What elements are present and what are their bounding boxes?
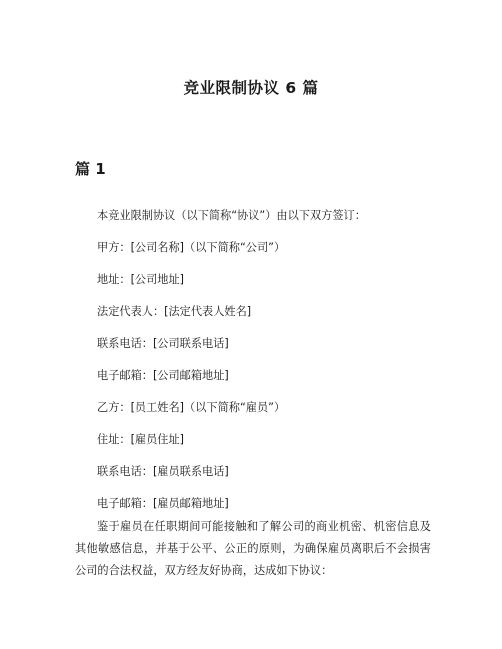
paragraph-company-address: 地址：[公司地址] bbox=[97, 273, 185, 286]
paragraph-party-b: 乙方：[员工姓名]（以下简称“雇员”） bbox=[97, 401, 286, 414]
section-heading: 篇 1 bbox=[75, 160, 106, 178]
paragraph-company-email: 电子邮箱：[公司邮箱地址] bbox=[97, 369, 229, 382]
paragraph-intro: 本竞业限制协议（以下简称“协议”）由以下双方签订： bbox=[97, 209, 366, 222]
paragraph-legal-representative: 法定代表人：[法定代表人姓名] bbox=[97, 305, 252, 318]
paragraph-company-phone: 联系电话：[公司联系电话] bbox=[97, 337, 229, 350]
paragraph-employee-address: 住址：[雇员住址] bbox=[97, 433, 185, 446]
paragraph-party-a: 甲方：[公司名称]（以下简称“公司”） bbox=[97, 241, 286, 254]
document-title: 竞业限制协议 6 篇 bbox=[183, 79, 319, 97]
paragraph-employee-email: 电子邮箱：[雇员邮箱地址] bbox=[97, 497, 229, 510]
paragraph-whereas: 鉴于雇员在任职期间可能接触和了解公司的商业机密、机密信息及其他敏感信息，并基于公平、公正的原则，为确保雇员离职后不会损害公司的合法权益，双方经友好协商，达成如下协议： bbox=[75, 520, 431, 577]
paragraph-employee-phone: 联系电话：[雇员联系电话] bbox=[97, 465, 229, 478]
